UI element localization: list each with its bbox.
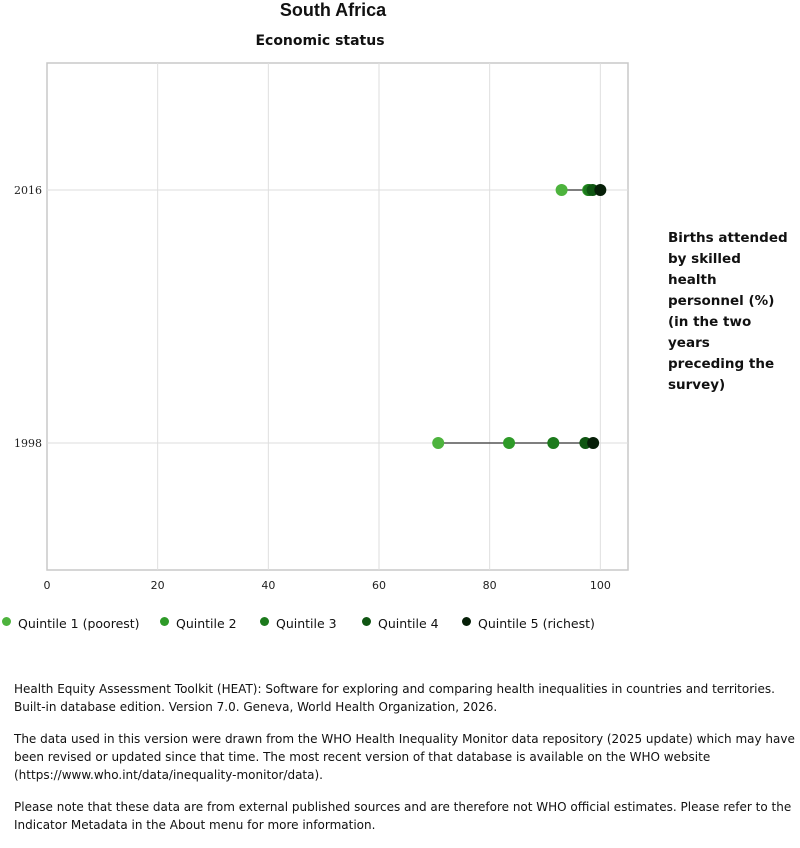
data-point: [547, 437, 559, 449]
note-data-source: The data used in this version were drawn from the WHO Health Inequality Monitor data repository (2025 update) which may have been revised or updated since that time. The most recent version of that database is available on the WHO website (https://www.who.int/data/inequality-monitor/data).: [14, 732, 795, 782]
x-tick-label: 20: [150, 579, 165, 592]
x-tick-label: 80: [482, 579, 497, 592]
data-point: [432, 437, 444, 449]
data-point: [587, 437, 599, 449]
legend-label: Quintile 4: [378, 616, 439, 631]
data-point: [594, 184, 606, 196]
legend-label: Quintile 1 (poorest): [18, 616, 140, 631]
data-point: [556, 184, 568, 196]
point-layer: [432, 184, 606, 449]
plot-frame: [47, 63, 628, 570]
y-tick-label: 1998: [14, 437, 42, 450]
x-tick-label: 40: [261, 579, 276, 592]
chart-title: South Africa: [279, 0, 387, 20]
note-disclaimer: Please note that these data are from external published sources and are therefore not WHO official estimates. Please refer to the Indicator Metadata in the About menu for more information.: [14, 800, 792, 832]
range-layer: [438, 190, 600, 443]
tick-layer: [14, 184, 611, 592]
x-tick-label: 0: [43, 579, 51, 592]
grid-layer: [47, 63, 628, 570]
legend-marker: [2, 617, 11, 626]
legend-label: Quintile 3: [276, 616, 337, 631]
legend-marker: [260, 617, 269, 626]
x-tick-label: 100: [589, 579, 611, 592]
x-tick-label: 60: [372, 579, 386, 592]
chart-subtitle: Economic status: [255, 33, 385, 49]
legend-marker: [462, 617, 471, 626]
legend-marker: [362, 617, 371, 626]
notes: [14, 680, 800, 848]
legend-label: Quintile 2: [176, 616, 237, 631]
data-point: [503, 437, 515, 449]
y-tick-label: 2016: [14, 184, 42, 197]
note-citation: Health Equity Assessment Toolkit (HEAT): Software for exploring and comparing health inequalities in countries and territories. Built-in database edition. Version 7.0. Geneva, World Health Organization, 2026.: [14, 682, 775, 714]
y-axis-label: Births attended by skilled health personnel (%) (in the two years preceding the survey): [668, 230, 788, 393]
legend-label: Quintile 5 (richest): [478, 616, 595, 631]
legend-marker: [160, 617, 169, 626]
